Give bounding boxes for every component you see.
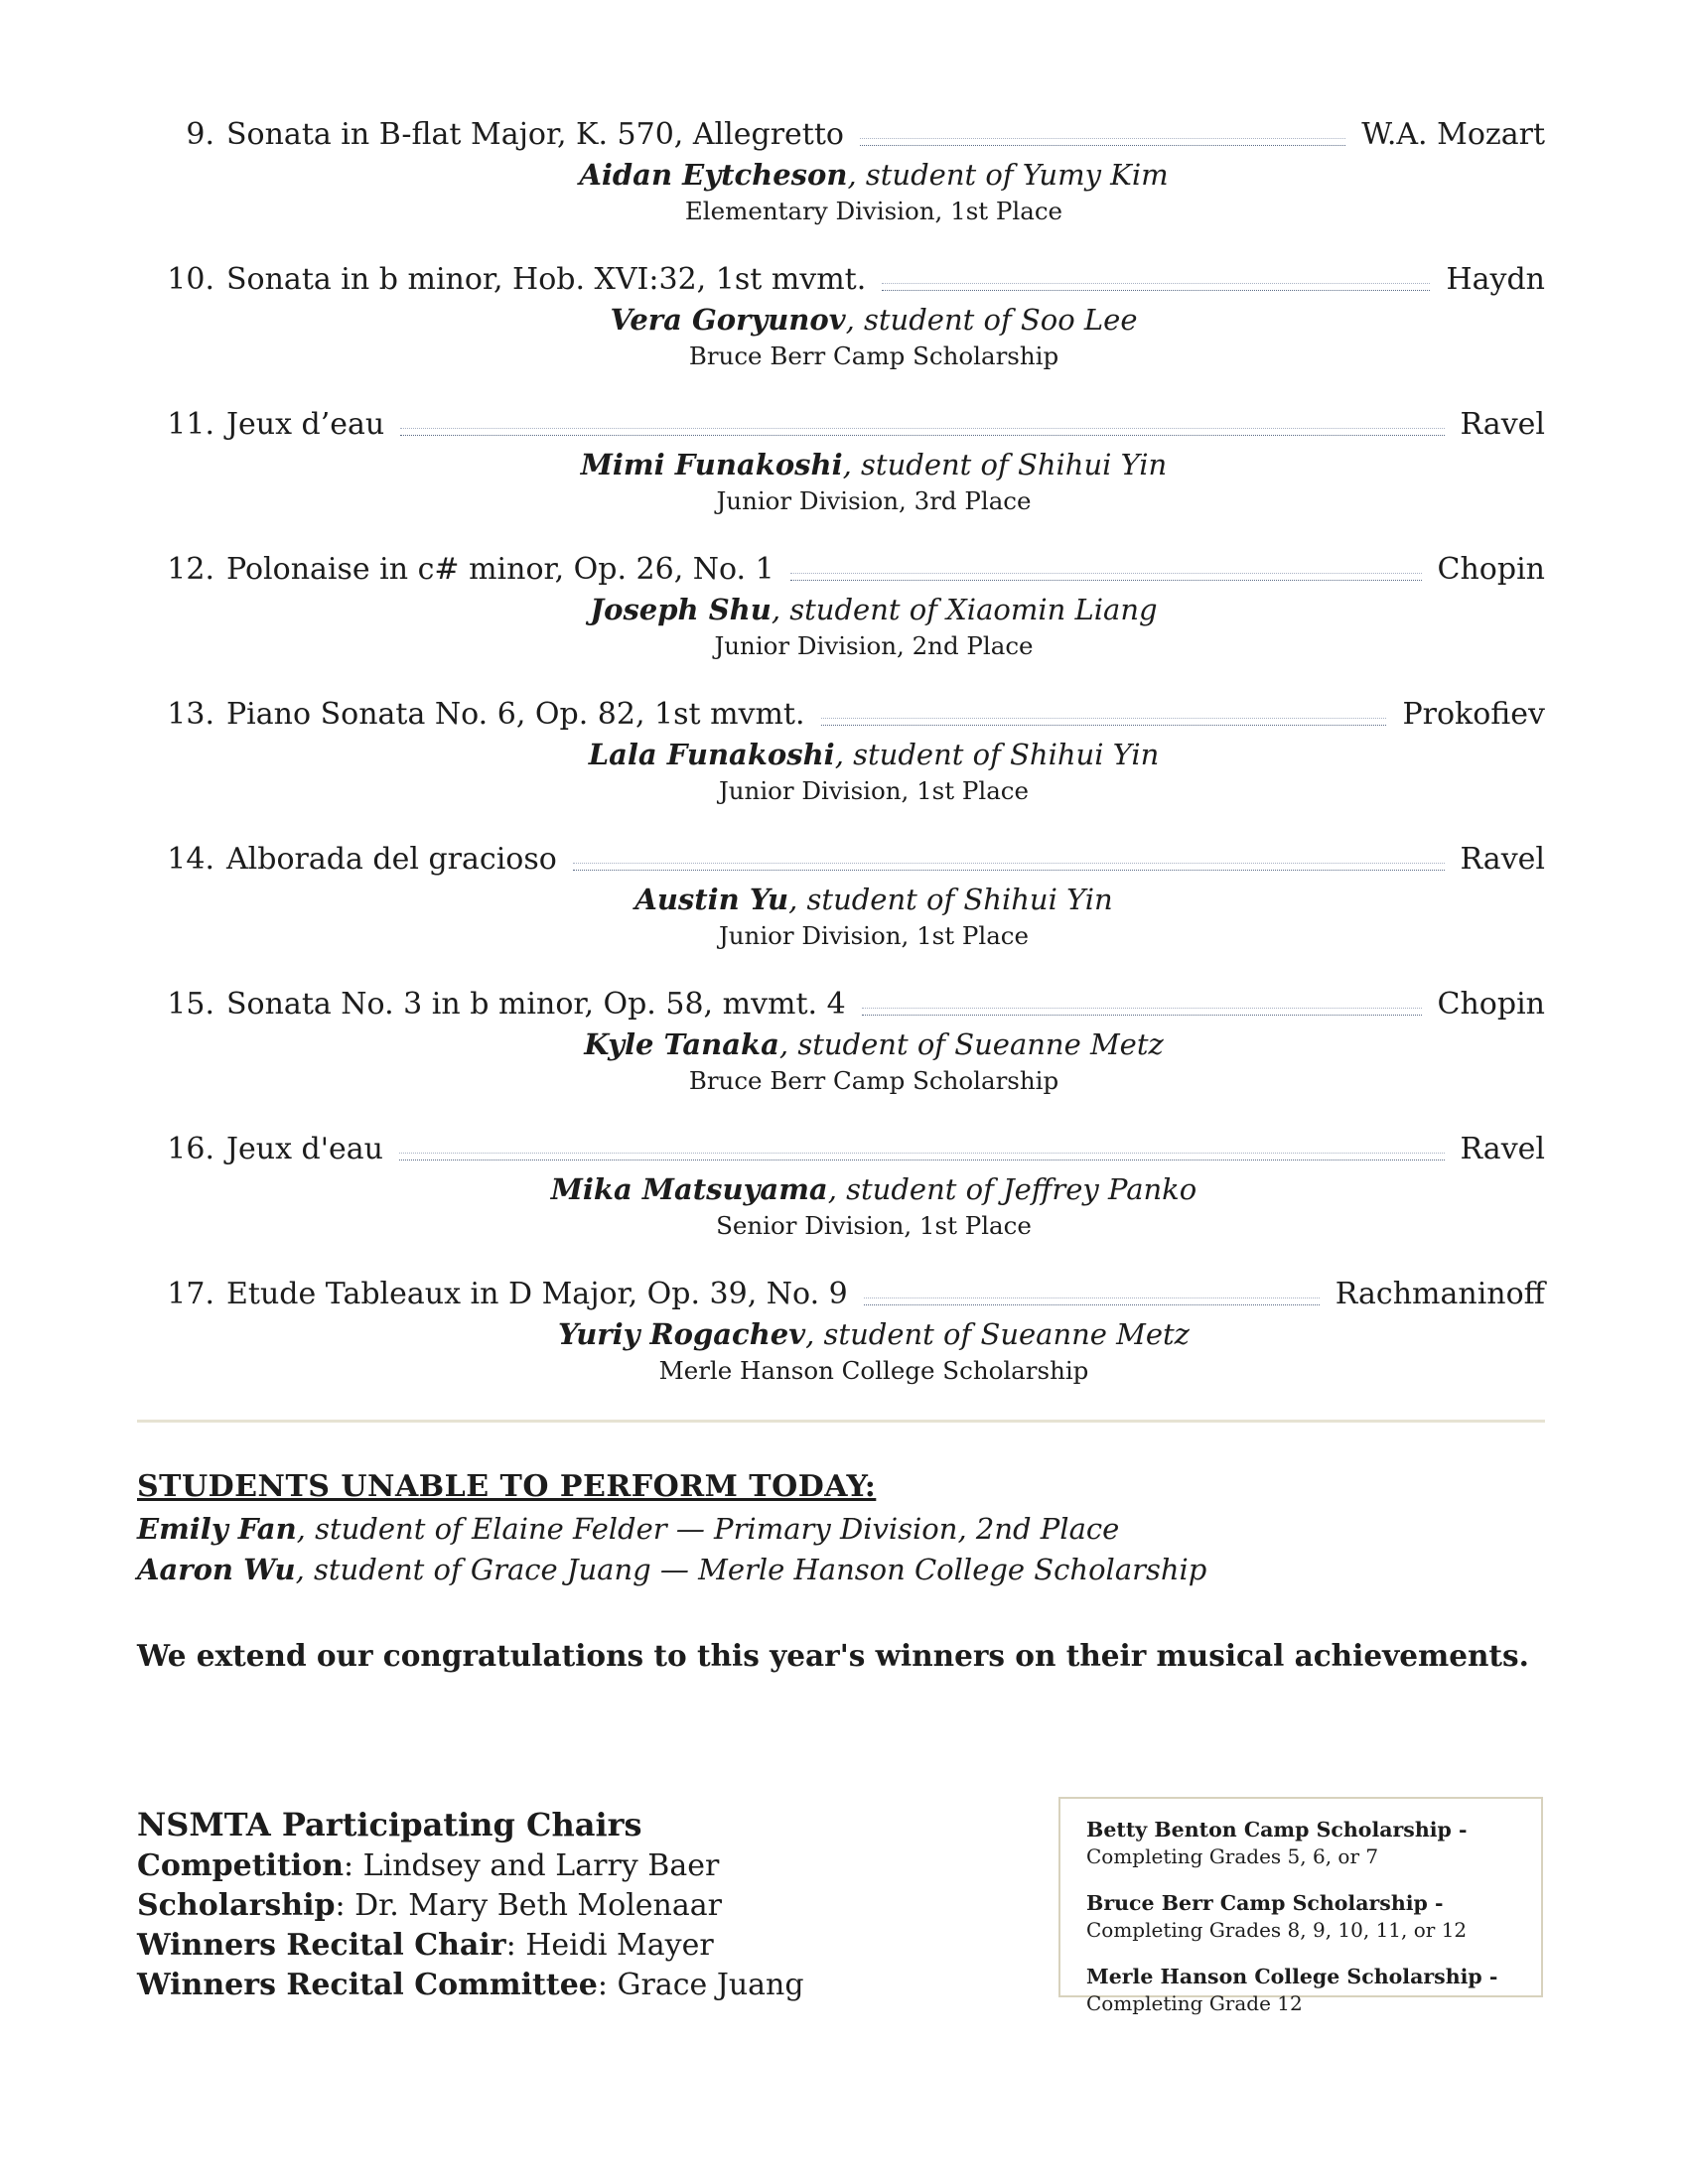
absent-student-name: Emily Fan <box>137 1512 297 1546</box>
dot-leader <box>573 863 1445 871</box>
teacher-credit: , student of Jeffrey Panko <box>827 1172 1197 1206</box>
absent-student-name: Aaron Wu <box>137 1553 296 1586</box>
chair-role: Competition <box>137 1848 345 1883</box>
program-entry <box>159 401 1545 546</box>
piece-line <box>159 836 1545 880</box>
piece-title: Alborada del gracioso <box>226 842 557 877</box>
piece-line <box>159 401 1545 445</box>
teacher-credit: , student of Yumy Kim <box>847 158 1169 192</box>
chairs-section <box>137 1803 1031 2005</box>
piece-number: 12. <box>167 552 214 587</box>
chair-person: : Lindsey and Larry Baer <box>344 1848 720 1883</box>
performer-line <box>159 590 1545 629</box>
composer-name: W.A. Mozart <box>1361 117 1545 152</box>
performer-name: Austin Yu <box>634 883 789 916</box>
award-label: Junior Division, 1st Place <box>718 776 1030 805</box>
piece-title: Sonata in b minor, Hob. XVI:32, 1st mvmt. <box>226 262 867 297</box>
award-label: Junior Division, 3rd Place <box>716 486 1032 515</box>
chairs-title: NSMTA Participating Chairs <box>137 1806 642 1843</box>
piece-line <box>159 1271 1545 1314</box>
piece-title: Etude Tableaux in D Major, Op. 39, No. 9 <box>226 1277 848 1311</box>
program-entry <box>159 691 1545 836</box>
performer-line <box>159 880 1545 919</box>
dot-leader <box>860 138 1345 146</box>
piece-title: Jeux d’eau <box>226 407 385 442</box>
award-label: Merle Hanson College Scholarship <box>658 1356 1089 1385</box>
scholarship-eligibility: Completing Grade 12 <box>1086 1991 1303 2015</box>
dot-leader <box>821 718 1387 726</box>
piece-title: Polonaise in c# minor, Op. 26, No. 1 <box>226 552 774 587</box>
piece-number: 17. <box>167 1277 214 1311</box>
program-entry <box>159 1271 1545 1416</box>
teacher-credit: , student of Shihui Yin <box>834 738 1160 771</box>
composer-name: Haydn <box>1446 262 1545 297</box>
piece-title: Sonata No. 3 in b minor, Op. 58, mvmt. 4 <box>226 987 846 1022</box>
performer-line <box>159 1169 1545 1209</box>
piece-number: 13. <box>167 697 214 732</box>
performer-line <box>159 1314 1545 1354</box>
teacher-credit: , student of Xiaomin Liang <box>771 593 1158 626</box>
scholarship-item <box>1086 1964 1523 2016</box>
chair-row <box>137 1926 1031 1966</box>
performer-name: Yuriy Rogachev <box>558 1317 806 1351</box>
program-entry <box>159 256 1545 401</box>
program-entry <box>159 546 1545 691</box>
dot-leader <box>399 1153 1445 1160</box>
piece-number: 9. <box>186 117 214 152</box>
award-label: Bruce Berr Camp Scholarship <box>688 341 1059 370</box>
absent-section <box>137 1465 1545 1590</box>
performer-name: Vera Goryunov <box>610 303 846 337</box>
composer-name: Ravel <box>1460 1132 1545 1166</box>
absent-student <box>137 1550 1545 1590</box>
chair-person: : Dr. Mary Beth Molenaar <box>335 1888 722 1923</box>
scholarship-name: Bruce Berr Camp Scholarship - <box>1086 1891 1444 1915</box>
program-entry <box>159 1126 1545 1271</box>
award-label: Junior Division, 2nd Place <box>714 631 1034 660</box>
composer-name: Ravel <box>1460 842 1545 877</box>
composer-name: Rachmaninoff <box>1335 1277 1545 1311</box>
scholarship-item <box>1086 1890 1523 1943</box>
chair-person: : Grace Juang <box>597 1968 804 2002</box>
piece-title: Piano Sonata No. 6, Op. 82, 1st mvmt. <box>226 697 805 732</box>
chair-row <box>137 1886 1031 1926</box>
piece-line <box>159 256 1545 300</box>
program-entry <box>159 111 1545 256</box>
piece-line <box>159 981 1545 1024</box>
composer-name: Ravel <box>1460 407 1545 442</box>
chair-role: Winners Recital Committee <box>137 1968 598 2002</box>
absent-student-detail: , student of Grace Juang — Merle Hanson College Scholarship <box>295 1553 1207 1586</box>
performer-line <box>159 445 1545 484</box>
award-label: Senior Division, 1st Place <box>716 1211 1032 1240</box>
congratulations-message: We extend our congratulations to this year's winners on their musical achievements. <box>137 1638 1529 1673</box>
piece-title: Jeux d'eau <box>226 1132 383 1166</box>
teacher-credit: , student of Sueanne Metz <box>778 1027 1164 1061</box>
scholarship-legend-box <box>1058 1797 1543 2015</box>
performer-line <box>159 300 1545 340</box>
chair-person: : Heidi Mayer <box>505 1928 714 1963</box>
scholarship-name: Betty Benton Camp Scholarship - <box>1086 1818 1468 1842</box>
program-entry <box>159 981 1545 1126</box>
chair-row <box>137 1846 1031 1886</box>
piece-line <box>159 546 1545 590</box>
composer-name: Chopin <box>1437 987 1545 1022</box>
dot-leader <box>882 283 1430 291</box>
dot-leader <box>400 428 1444 436</box>
award-label: Junior Division, 1st Place <box>718 921 1030 950</box>
dot-leader <box>862 1008 1422 1016</box>
award-label: Elementary Division, 1st Place <box>684 197 1063 225</box>
teacher-credit: , student of Shihui Yin <box>842 448 1168 481</box>
teacher-credit: , student of Soo Lee <box>845 303 1138 337</box>
chair-role: Winners Recital Chair <box>137 1928 506 1963</box>
scholarship-item <box>1086 1817 1523 1869</box>
performer-line <box>159 735 1545 774</box>
program-entry <box>159 836 1545 981</box>
scholarship-name: Merle Hanson College Scholarship - <box>1086 1965 1498 1988</box>
piece-number: 14. <box>167 842 214 877</box>
teacher-credit: , student of Shihui Yin <box>788 883 1113 916</box>
performer-name: Kyle Tanaka <box>584 1027 779 1061</box>
dot-leader <box>790 573 1422 581</box>
composer-name: Prokofiev <box>1402 697 1545 732</box>
performer-name: Mimi Funakoshi <box>580 448 843 481</box>
performer-name: Lala Funakoshi <box>588 738 835 771</box>
scholarship-eligibility: Completing Grades 8, 9, 10, 11, or 12 <box>1086 1918 1468 1942</box>
piece-number: 16. <box>167 1132 214 1166</box>
piece-line <box>159 111 1545 155</box>
performer-name: Joseph Shu <box>590 593 772 626</box>
piece-title: Sonata in B-flat Major, K. 570, Allegretto <box>226 117 844 152</box>
performer-name: Aidan Eytcheson <box>579 158 848 192</box>
dot-leader <box>864 1297 1320 1305</box>
absent-student <box>137 1509 1545 1550</box>
piece-number: 15. <box>167 987 214 1022</box>
scholarship-eligibility: Completing Grades 5, 6, or 7 <box>1086 1844 1379 1868</box>
performer-name: Mika Matsuyama <box>550 1172 828 1206</box>
award-label: Bruce Berr Camp Scholarship <box>688 1066 1059 1095</box>
teacher-credit: , student of Sueanne Metz <box>805 1317 1190 1351</box>
performer-line <box>159 1024 1545 1064</box>
chair-role: Scholarship <box>137 1888 336 1923</box>
chair-row <box>137 1966 1031 2005</box>
composer-name: Chopin <box>1437 552 1545 587</box>
absent-heading: STUDENTS UNABLE TO PERFORM TODAY: <box>137 1469 877 1504</box>
piece-number: 11. <box>167 407 214 442</box>
absent-student-detail: , student of Elaine Felder — Primary Division, 2nd Place <box>296 1512 1120 1546</box>
performer-line <box>159 155 1545 195</box>
piece-line <box>159 1126 1545 1169</box>
program-list <box>159 111 1545 1416</box>
piece-line <box>159 691 1545 735</box>
piece-number: 10. <box>167 262 214 297</box>
section-divider <box>137 1420 1545 1423</box>
